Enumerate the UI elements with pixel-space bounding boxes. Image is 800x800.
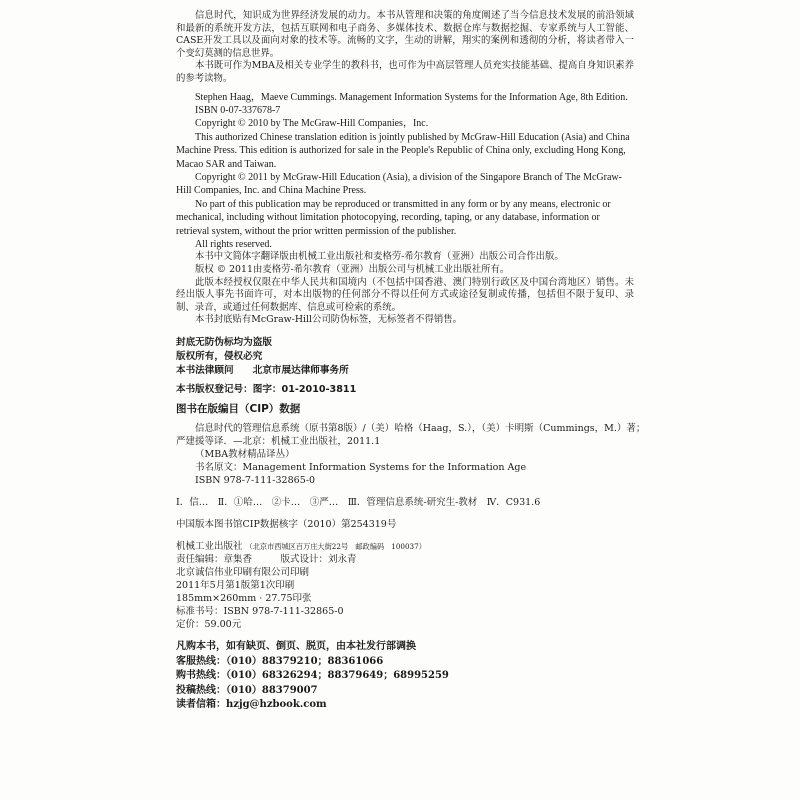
translation-copyright: Copyright © 2011 by McGraw-Hill Education (Asia), a division of the Singapore Branch of The McGraw-Hill Companies, Inc. and China Machine Press.	[176, 172, 622, 197]
editor-line: 责任编辑：章集香 版式设计：刘永青	[176, 554, 357, 565]
anti-counterfeit-notice: 封底无防伪标均为盗版	[176, 337, 272, 348]
page-column	[176, 10, 646, 713]
cip-title-line-1: 信息时代的管理信息系统（原书第8版）/（美）哈格（Haag，S.），（美）卡明斯（Cummings，M.）著；	[195, 423, 646, 434]
cn-translation-statement: 本书中文简体字翻译版由机械工业出版社和麦格劳-希尔教育（亚洲）出版公司合作出版。	[195, 251, 564, 263]
cip-classification: Ⅰ．信… Ⅱ．①哈… ②卡… ③严… Ⅲ．管理信息系统-研究生-教材 Ⅳ．C931.6	[176, 497, 541, 508]
cn-label-statement: 本书封底贴有McGraw-Hill公司防伪标签，无标签者不得销售。	[195, 314, 463, 326]
submission-hotline: 投稿热线：（010）88379007	[176, 684, 318, 696]
publisher-line	[176, 540, 634, 553]
original-copyright: Copyright © 2010 by The McGraw-Hill Companies，Inc.	[195, 118, 429, 130]
cn-copyright-statement: 版权 © 2011由麦格劳-希尔教育（亚洲）出版公司与机械工业出版社所有。	[195, 264, 510, 276]
cip-original-name: 书名原文：Management Information Systems for the Information Age	[195, 462, 527, 473]
order-hotline: 购书热线：（010）68326294；88379649；68995259	[176, 670, 449, 682]
rights-reserved-notice: 版权所有，侵权必究	[176, 351, 263, 362]
original-title: Stephen Haag，Maeve Cummings. Management Information Systems for the Information Age, 8th Edition.	[195, 91, 628, 103]
cip-number: 中国版本图书馆CIP数据核字（2010）第254319号	[176, 519, 397, 530]
all-rights-reserved: All rights reserved.	[195, 239, 272, 251]
registration-number: 本书版权登记号：图字：01-2010-3811	[176, 384, 357, 395]
original-isbn: ISBN 0-07-337678-7	[195, 104, 281, 116]
authorization-statement: This authorized Chinese translation edition is jointly published by McGraw-Hill Education (Asia) and China Machine Press. This edition is authorized for sale in the People's Republic of China only, excluding Hong Kong, Macao SAR and Taiwan.	[176, 131, 630, 170]
edition-line: 2011年5月第1版第1次印刷	[176, 580, 295, 591]
reader-email: 读者信箱：hzjg@hzbook.com	[176, 699, 327, 711]
publisher-name: 机械工业出版社	[176, 541, 243, 552]
intro-paragraph-2: 本书既可作为MBA及相关专业学生的教科书，也可作为中高层管理人员充实技能基础、提高自身知识素养的参考读物。	[176, 60, 634, 84]
legal-counsel: 本书法律顾问 北京市展达律师事务所	[176, 365, 349, 376]
cip-series: （MBA教材精品译丛）	[195, 449, 295, 460]
cip-heading: 图书在版编目（CIP）数据	[176, 403, 301, 415]
intro-paragraph-1: 信息时代，知识成为世界经济发展的动力。本书从管理和决策的角度阐述了当今信息技术发展的前沿领域和最新的系统开发方法，包括互联网和电子商务、多媒体技术、数据仓库与数据挖掘、专家系统与人工智能、CASE开发工具以及面向对象的技术等。流畅的文字，生动的讲解，翔实的案例和透彻的分析，将读者带入一个变幻莫测的信息世界。	[176, 10, 634, 59]
publisher-address: （北京市西城区百万庄大街22号 邮政编码 100037）	[245, 542, 426, 551]
defect-notice: 凡购本书，如有缺页、倒页、脱页，由本社发行部调换	[176, 641, 416, 652]
standard-isbn-line: 标准书号：ISBN 978-7-111-32865-0	[176, 606, 344, 617]
printer-line: 北京诚信伟业印刷有限公司印刷	[176, 567, 310, 578]
cip-isbn: ISBN 978-7-111-32865-0	[195, 475, 315, 486]
price-line: 定价：59.00元	[176, 619, 242, 630]
customer-service-line: 客服热线：（010）88379210；88361066	[176, 655, 384, 667]
cip-title-line-2: 严建援等译．—北京：机械工业出版社，2011.1	[176, 436, 381, 447]
reproduction-notice: No part of this publication may be reproduced or transmitted in any form or by any means, electronic or mechanical, including without limitation photocopying, recording, taping, or any database, information or retrieval system, without the prior written permission of the publisher.	[176, 198, 611, 237]
format-line: 185mm×260mm · 27.75印张	[176, 593, 312, 604]
cn-authorization-statement: 此版本经授权仅限在中华人民共和国境内（不包括中国香港、澳门特别行政区及中国台湾地区）销售。未经出版人事先书面许可，对本出版物的任何部分不得以任何方式或途径复制或传播，包括但不限于复印、录制、录音，或通过任何数据库、信息或可检索的系统。	[176, 276, 634, 313]
